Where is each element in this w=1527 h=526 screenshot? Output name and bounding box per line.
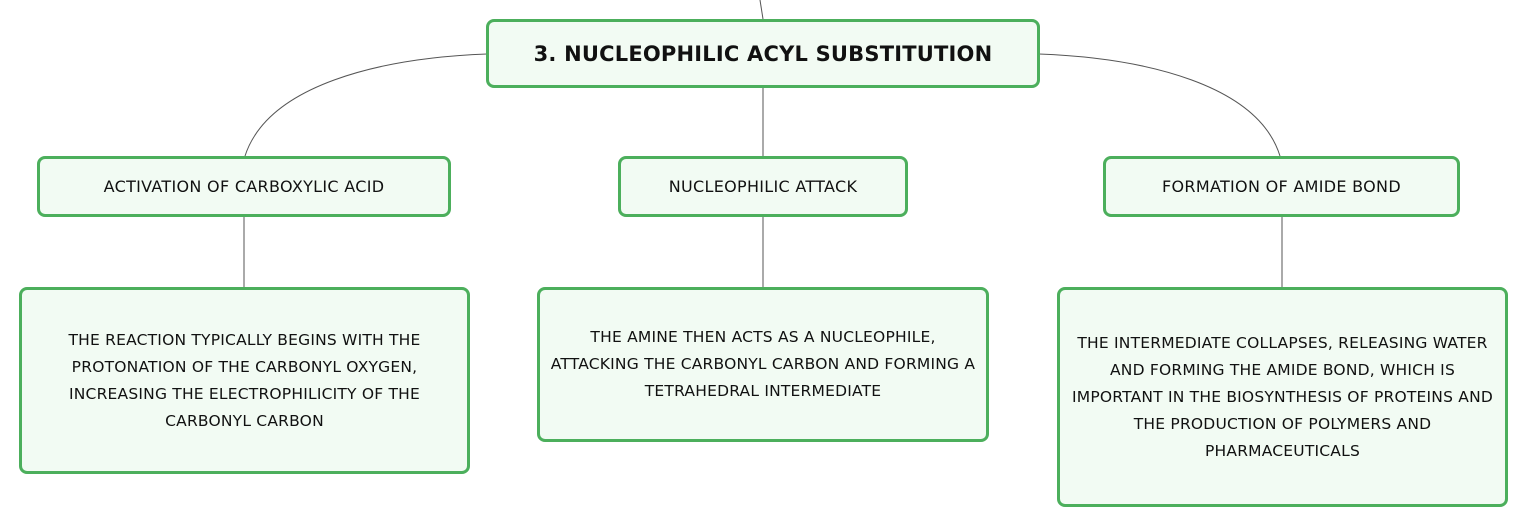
detail-node-activation[interactable] <box>19 287 470 474</box>
detail-node-nucleophilic-attack[interactable] <box>537 287 989 442</box>
topic-node-label: NUCLEOPHILIC ATTACK <box>668 177 858 196</box>
connector-root-to-topic-1 <box>245 54 487 156</box>
topic-node-nucleophilic-attack[interactable] <box>618 156 908 217</box>
root-node-label: 3. NUCLEOPHILIC ACYL SUBSTITUTION <box>533 41 993 66</box>
detail-node-text: THE REACTION TYPICALLY BEGINS WITH THE PROTONATION OF THE CARBONYL OXYGEN, INCREASING THE ELECTROPHILICITY OF THE CARBONYL CARBON <box>68 330 421 430</box>
root-node[interactable] <box>486 19 1040 88</box>
topic-node-label: FORMATION OF AMIDE BOND <box>1162 177 1401 196</box>
topic-node-label: ACTIVATION OF CARBOXYLIC ACID <box>103 177 385 196</box>
detail-node-text: THE AMINE THEN ACTS AS A NUCLEOPHILE, ATTACKING THE CARBONYL CARBON AND FORMING A TETRAHEDRAL INTERMEDIATE <box>550 328 976 400</box>
connector-parent-to-root <box>760 0 763 19</box>
topic-node-activation[interactable] <box>37 156 451 217</box>
topic-node-amide-bond[interactable] <box>1103 156 1460 217</box>
detail-node-amide-bond[interactable] <box>1057 287 1508 507</box>
connector-root-to-topic-3 <box>1039 54 1280 156</box>
detail-node-text: THE INTERMEDIATE COLLAPSES, RELEASING WATER AND FORMING THE AMIDE BOND, WHICH IS IMPORTANT IN THE BIOSYNTHESIS OF PROTEINS AND THE PRODUCTION OF POLYMERS AND PHARMACEUTICALS <box>1071 333 1493 460</box>
